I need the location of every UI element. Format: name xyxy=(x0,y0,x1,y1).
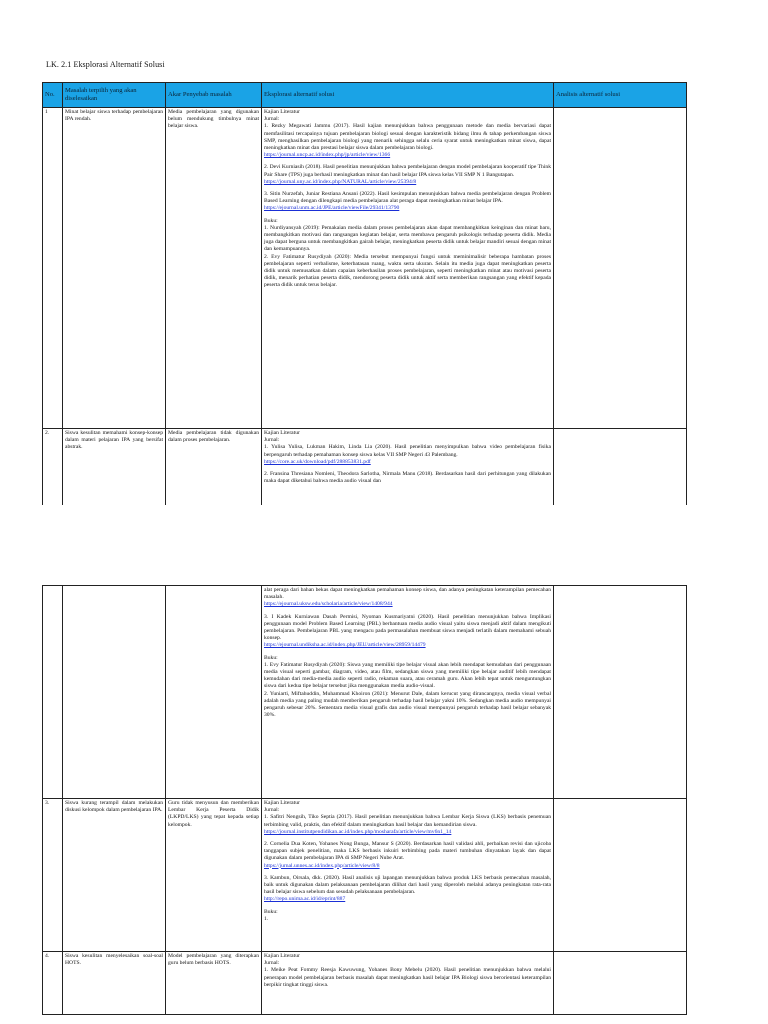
akar-text: Media pembelajaran tidak digunakan dalam proses pembelajaran. xyxy=(168,430,259,444)
cell-eksplorasi xyxy=(262,586,554,799)
section-label: Jurnal: xyxy=(264,437,280,444)
journal-link[interactable]: https://ejournal.undiksha.ac.id/index.php/JEU/article/view/28959/14479 xyxy=(264,642,426,649)
exploration-table-continued xyxy=(42,585,687,1015)
section-label: Buku: xyxy=(264,217,278,224)
cell-masalah xyxy=(63,586,166,799)
masalah-text: Siswa kesulitan memahami konsep-konsep dalam materi pelajaran IPA yang bersifat abstrak. xyxy=(65,430,163,451)
cell-eksplorasi xyxy=(262,952,554,1015)
header-analisis: Analisis alternatif solusi xyxy=(554,83,687,108)
page-gap xyxy=(0,505,768,585)
book-entry: 1. xyxy=(264,915,269,922)
cell-masalah xyxy=(63,952,166,1015)
table-header-row xyxy=(43,83,687,108)
journal-group xyxy=(264,614,551,650)
akar-text: Media pembelajaran yang digunakan belum mendukung timbulnya minat belajar siswa. xyxy=(168,109,259,130)
journal-entry: 3. Sitin Nurzefah, Juniar Restiana Ansani (2022). Hasil kesimpulan menunjukkan bahwa media pembelajaran dengan Problem Based Learning dengan dilengkapi media pembelajaran alat peraga dapat meningkatkan minat belajar IPA. xyxy=(264,191,551,205)
section-label: Kajian Literatur xyxy=(264,800,300,806)
journal-group xyxy=(264,875,551,904)
cell-no xyxy=(43,586,63,799)
table-row xyxy=(43,108,687,429)
cell-no: 1 xyxy=(43,108,63,429)
journal-link[interactable]: https://journal.uny.ac.id/index.php/NATURAL/article/view/25394/8 xyxy=(264,178,417,185)
journal-link[interactable]: https://ejournal.uksw.edu/scholaria/article/view/1408/944 xyxy=(264,601,393,608)
journal-group xyxy=(264,800,551,836)
journal-link[interactable]: https://jurnal.unnes.ac.id/index.php/article/view/8/8 xyxy=(264,862,380,869)
masalah-text: Siswa kesulitan menyelesaikan soal-soal HOTS. xyxy=(65,953,163,967)
journal-link[interactable]: http://repo.unima.ac.id/id/eprint/887 xyxy=(264,896,346,903)
cell-eksplorasi xyxy=(262,108,554,429)
book-entry: 1. Evy Fatimatur Rusydiyah (2020): Siswa yang memiliki tipe belajar visual akan lebih mendapat kemudahan dari penggunaan media visual seperti gambar, diagram, video, atau film, sedangkan siswa yang memiliki tipe belajar auditif lebih mendapat kemudahan dari media-media audio seperti radio, rekaman suara, atau ceramah guru. Akan lebih tepat untuk menguntungkan siswa dari kedua tipe belajar tersebut jika menggunakan media audio-visual. xyxy=(264,661,551,690)
cell-akar xyxy=(166,586,262,799)
book-group xyxy=(264,655,551,720)
cell-akar xyxy=(166,799,262,952)
journal-group xyxy=(264,109,551,159)
journal-entry: 1. Meike Peat Fommy Reesja Kawuwung, Yohanes Bony Mebelu (2020). Hasil penelitian menunjukkan bahwa melalui penerapan model pembelajaran berbasis masalah dapat meningkatkan hasil belajar IPA Biologi siswa berorientasi keterampilan berpikir tingkat tinggi siswa. xyxy=(264,967,551,988)
book-group xyxy=(264,218,551,290)
worksheet-title: LK. 2.1 Eksplorasi Alternatif Solusi xyxy=(46,60,165,69)
cell-masalah xyxy=(63,108,166,429)
section-label: Kajian Literatur xyxy=(264,109,300,115)
header-no: No. xyxy=(43,83,63,108)
cell-analisis xyxy=(554,586,687,799)
header-eksplorasi: Eksplorasi alternatif solusi xyxy=(262,83,554,108)
section-label: Jurnal: xyxy=(264,116,280,123)
book-entry: 2. Yuniarti, Miftahuddin, Muhammad Khoiron (2021): Menurut Dale, dalam kerucut yang dirancangnya, media visual verbal adalah media yang paling mudah memberikan pengaruh terhadap hasil belajar yakni 10%. Sedangkan media audio mempunyai pengaruh sebesar 20%. Sementara media visual grafis dan audio visual mempunyai pengaruh terhadap hasil belajar sebanyak 30%. xyxy=(264,690,551,719)
cell-no: 4. xyxy=(43,952,63,1015)
akar-text: Guru tidak menyusun dan memberikan Lembar Kerja Peserta Didik (LKPD/LKS) yang tepat kepada setiap kelompok. xyxy=(168,800,259,828)
cell-akar xyxy=(166,952,262,1015)
akar-text: Model pembelajaran yang diterapkan guru belum berbasis HOTS. xyxy=(168,953,259,967)
journal-group xyxy=(264,953,551,989)
cell-analisis xyxy=(554,108,687,429)
journal-entry: alat peraga dari bahan bekas dapat meningkatkan pemahaman konsep siswa, dan adanya peningkatan keterampilan pemecahan masalah. xyxy=(264,587,551,601)
journal-entry: 1. Yulisa Yulisa, Lukman Hakim, Linda Lia (2020). Hasil penelitian menyimpulkan bahwa video pembelajaran fisika berpengaruh terhadap pemahaman konsep siswa kelas VII SMP Negeri 43 Palembang. xyxy=(264,444,551,458)
journal-link[interactable]: https://journal.institutpendidikan.ac.id/index.php/mosharafa/article/view/mv6n1_14 xyxy=(264,828,452,835)
book-entry: 1. Nurdiyansyah (2019): Pemakaian media dalam proses pembelajaran akan dapat membangkitkan keinginan dan minat baru, membangkitkan motivasi dan rangsangan kegiatan belajar, serta membawa pengaruh psikologis terhadap peserta didik. Media juga dapat berguna untuk membangkitkan gairah belajar, meningkatkan peserta didik untuk belajar mandiri sesuai dengan minat dan kemampuannya. xyxy=(264,224,551,253)
section-label: Buku: xyxy=(264,654,278,661)
journal-group xyxy=(264,841,551,870)
journal-link[interactable]: https://journal.uncp.ac.id/index.php/jp/article/view/1366 xyxy=(264,152,391,159)
journal-entry: 2. Devi Kurniasih (2018). Hasil penelitian menunjukkan bahwa pembelajaran dengan model pembelajaran kooperatif tipe Think Pair Share (TPS) juga berhasil meningkatkan minat dan hasil belajar IPA siswa kelas VII SMP N 1 Bangutapan. xyxy=(264,164,551,178)
cell-analisis xyxy=(554,952,687,1015)
section-label: Kajian Literatur xyxy=(264,953,300,959)
cell-analisis xyxy=(554,799,687,952)
cell-masalah xyxy=(63,799,166,952)
section-label: Jurnal: xyxy=(264,807,280,814)
section-label: Buku: xyxy=(264,908,278,915)
table-row xyxy=(43,586,687,799)
journal-entry: 1. Safitri Nengsih, Tiko Septia (2017). Hasil penelitian menunjukkan bahwa Lembar Kerja Siswa (LKS) berbasis penemuan terbimbing valid, praktis, dan efektif dalam meningkatkan hasil belajar dan kemandirian siswa. xyxy=(264,814,551,828)
journal-entry: 3. I Kadek Kurniawan Dasah Permisi, Nyoman Kusmariyatni (2020). Hasil penelitian menunjukkan bahwa Implikasi penggunaan model Problem Based Learning (PBL) berbantuan media audio visual yaitu siswa menjadi aktif dalam mengikuti pembelajaran. Pembelajaran PBL yang mengacu pada permasalahan membuat siswa menjadi terlatih dalam memahami sebuah konsep. xyxy=(264,613,551,642)
exploration-table xyxy=(42,82,687,522)
masalah-text: Minat belajar siswa terhadap pembelajaran IPA rendah. xyxy=(65,109,163,123)
document-page-1 xyxy=(0,0,768,505)
journal-group xyxy=(264,587,551,609)
journal-group xyxy=(264,430,551,466)
journal-entry: 3. Kambun, Oirsala, dkk. (2020). Hasil analisis uji lapangan menunjukkan bahwa produk LKS berbasis pemecahan masalah, baik untuk digunakan dalam pelaksanaan pembelajaran dilihat dari hasil yang diperoleh melalui adanya peningkatan rata-rata hasil belajar siswa sebelum dan sesudah pelaksanaan pembelajaran. xyxy=(264,874,551,896)
book-entry: 2. Evy Fatimatur Rusydiyah (2020): Media tersebut mempunyai fungsi untuk meminimalisir beberapa hambatan proses pembelajaran seperti verbalisme, keterbatasan ruang, waktu serta ukuran. Selain itu media juga dapat meningkatkan peserta didik untuk memusatkan dalam capaian keberhasilan proses pembelajaran, seperti meningkatkan minat atau motivasi peserta didik, menarik perhatian peserta didik, mendorong peserta didik untuk aktif serta memberikan rangsangan yang efektif kepada peserta didik untuk terus belajar. xyxy=(264,253,551,289)
cell-akar xyxy=(166,108,262,429)
journal-link[interactable]: https://core.ac.uk/download/pdf/288853831.pdf xyxy=(264,458,371,465)
journal-entry: 2. Fransina Thresiana Nomleni, Theodora Sarlotha, Nirmala Manu (2018). Berdasarkan hasil dari perhitungan yang dilakukan maka dapat diketahui bahwa media audio visual dan xyxy=(264,471,551,485)
header-masalah: Masalah terpilih yang akan diselesaikan xyxy=(63,83,166,108)
table-row xyxy=(43,799,687,952)
journal-entry: 2. Cornelia Dua Koten, Yohanes Nong Bunga, Mansur S (2020). Berdasarkan hasil validasi ahli, perbaikan revisi dan ujicoba tanggapan subjek penelitian, maka LKS berbasis inkuiri terbimbing pada materi tumbuhan dinyatakan layak dan dapat digunakan dalam pembelajaran IPA di SMP Negeri Nube Arat. xyxy=(264,841,551,862)
table-row xyxy=(43,952,687,1015)
cell-eksplorasi xyxy=(262,799,554,952)
cell-no: 2. xyxy=(43,429,63,522)
journal-entry: 1. Rezky Megawati Jammu (2017). Hasil kajian menunjukkan bahwa penggunaan metode dan media bervariasi dapat memfasilitasi tercapainya tujuan pembelajaran biologi sesuai dengan karakteristik bidang ilmu & tahap perkembangan siswa SMP, menghasilkan pembelajaran biologi yang menarik sehingga selalu ceria syarat untuk meningkatkan minat siswa, dapat meningkatkan minat dan prestasi belajar siswa dalam pembelajaran biologi. xyxy=(264,123,551,152)
journal-group xyxy=(264,164,551,186)
journal-group xyxy=(264,471,551,485)
header-akar: Akar Penyebab masalah xyxy=(166,83,262,108)
section-label: Kajian Literatur xyxy=(264,430,300,436)
cell-no: 3. xyxy=(43,799,63,952)
book-group xyxy=(264,909,551,923)
masalah-text: Siswa kurang terampil dalam melakukan diskusi kelompok dalam pembelajaran IPA. xyxy=(65,800,163,814)
journal-group xyxy=(264,191,551,213)
document-page-2 xyxy=(0,585,768,1024)
section-label: Jurnal: xyxy=(264,960,280,967)
journal-link[interactable]: https://ejournal.unm.ac.id/JPE/article/viewFile/29341/13790 xyxy=(264,205,400,212)
